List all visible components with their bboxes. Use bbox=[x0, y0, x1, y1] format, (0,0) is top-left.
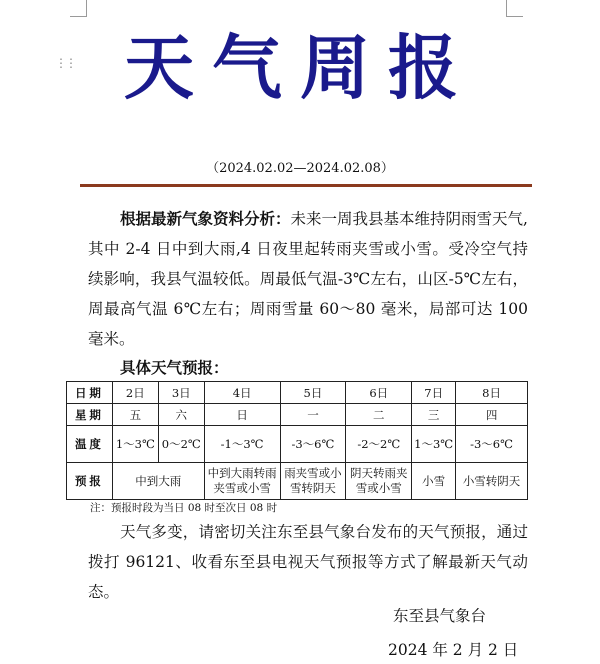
closing-paragraph: 天气多变，请密切关注东至县气象台发布的天气预报，通过拨打 96121、收看东至县电视天气预报等方式了解最新天气动态。 bbox=[88, 523, 528, 601]
analysis-body: 未来一周我县基本维持阴雨雪天气,其中 2-4 日中到大雨,4 日夜里起转雨夹雪或小雪。受冷空气持续影响，我县气温较低。周最低气温-3℃左右，山区-5℃左右，周最高气温 6℃左右；周雨雪量 60～80 毫米，局部可达 100 毫米。 bbox=[88, 210, 528, 348]
drag-handle-icon[interactable]: ⋮⋮ bbox=[55, 56, 75, 70]
title-divider bbox=[80, 184, 532, 187]
page-corner-mark-left bbox=[70, 0, 87, 17]
table-note: 注：预报时段为当日 08 时至次日 08 时 bbox=[90, 502, 278, 514]
cell-forecast: 中到大雨转雨夹雪或小雪 bbox=[204, 463, 280, 500]
cell-weekday: 一 bbox=[280, 404, 346, 426]
table-row-forecast bbox=[67, 463, 528, 500]
cell-weekday: 四 bbox=[456, 404, 528, 426]
cell-weekday: 五 bbox=[112, 404, 158, 426]
cell-forecast: 小雪转阴天 bbox=[456, 463, 528, 500]
cell-date: 6日 bbox=[346, 382, 412, 404]
signature: 东至县气象台 bbox=[393, 607, 487, 625]
page-corner-mark-right bbox=[506, 0, 523, 17]
cell-date: 8日 bbox=[456, 382, 528, 404]
cell-date: 3日 bbox=[158, 382, 204, 404]
cell-weekday: 日 bbox=[204, 404, 280, 426]
cell-temperature: 1～3℃ bbox=[112, 426, 158, 463]
row-label-weekday: 星期 bbox=[67, 404, 113, 426]
row-label-temperature: 温度 bbox=[67, 426, 113, 463]
cell-weekday: 六 bbox=[158, 404, 204, 426]
table-row-temperature bbox=[67, 426, 528, 463]
cell-weekday: 二 bbox=[346, 404, 412, 426]
date-range: （2024.02.02—2024.02.08） bbox=[206, 161, 394, 176]
cell-temperature: -2～2℃ bbox=[346, 426, 412, 463]
cell-forecast: 小雪 bbox=[412, 463, 456, 500]
cell-weekday: 三 bbox=[412, 404, 456, 426]
document-title: 天气周报 bbox=[124, 27, 476, 109]
forecast-heading: 具体天气预报： bbox=[120, 358, 229, 377]
cell-date: 7日 bbox=[412, 382, 456, 404]
forecast-table bbox=[66, 381, 528, 500]
table-row-weekdays bbox=[67, 404, 528, 426]
issue-date: 2024 年 2 月 2 日 bbox=[388, 641, 519, 659]
row-label-forecast: 预报 bbox=[67, 463, 113, 500]
cell-date: 2日 bbox=[112, 382, 158, 404]
analysis-lead: 根据最新气象资料分析： bbox=[120, 209, 291, 228]
cell-forecast: 阴天转雨夹雪或小雪 bbox=[346, 463, 412, 500]
cell-temperature: -3～6℃ bbox=[280, 426, 346, 463]
cell-temperature: -1～3℃ bbox=[204, 426, 280, 463]
cell-forecast: 雨夹雪或小雪转阴天 bbox=[280, 463, 346, 500]
table-row-dates bbox=[67, 382, 528, 404]
cell-temperature: -3～6℃ bbox=[456, 426, 528, 463]
cell-date: 4日 bbox=[204, 382, 280, 404]
analysis-paragraph bbox=[88, 204, 528, 354]
cell-date: 5日 bbox=[280, 382, 346, 404]
cell-forecast: 中到大雨 bbox=[112, 463, 204, 500]
cell-temperature: 1～3℃ bbox=[412, 426, 456, 463]
cell-temperature: 0～2℃ bbox=[158, 426, 204, 463]
row-label-date: 日期 bbox=[67, 382, 113, 404]
